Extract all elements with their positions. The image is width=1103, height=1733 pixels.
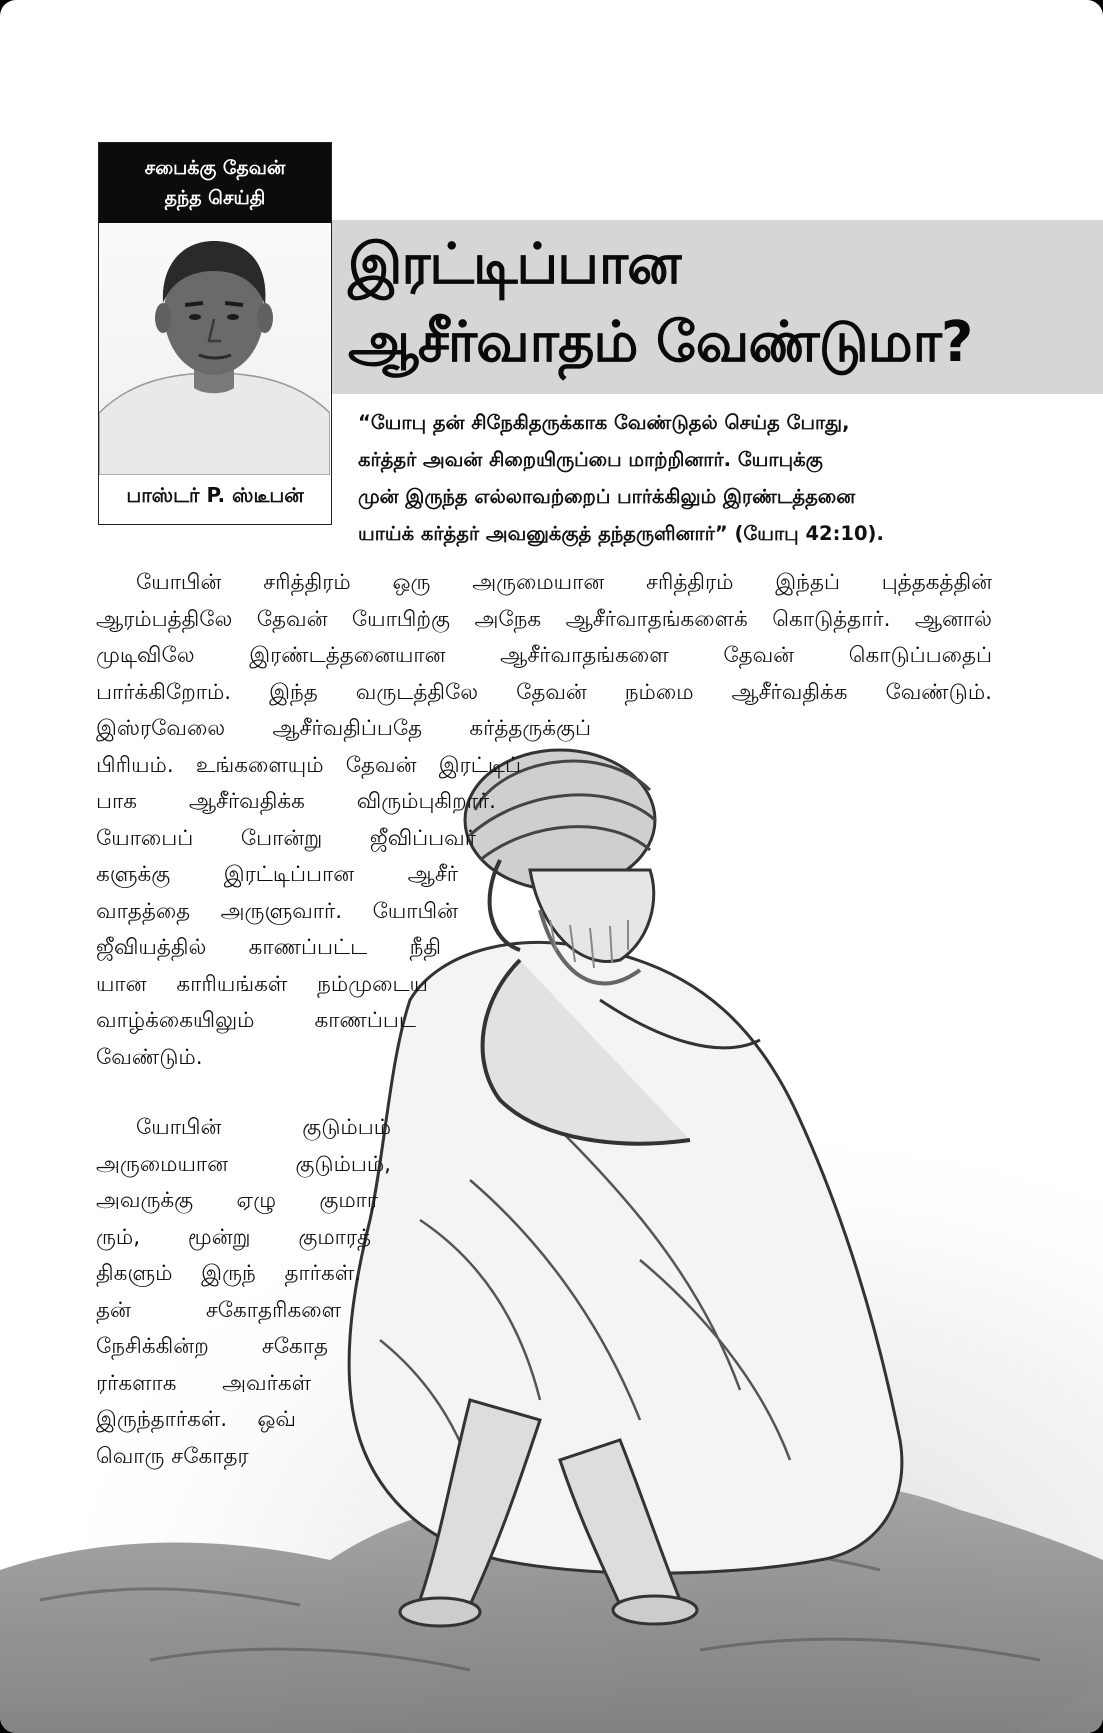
body-line: களுக்கு இரட்டிப்பான ஆசீர் xyxy=(96,862,458,887)
verse-line: யாய்க் கர்த்தர் அவனுக்குத் தந்தருளினார்” (யோபு 42:10). xyxy=(358,522,884,545)
verse-line: முன் இருந்த எல்லாவற்றைப் பார்க்கிலும் இரண்டத்தனை xyxy=(358,485,856,508)
body-line: யான காரியங்கள் நம்முடைய xyxy=(96,971,428,997)
body-line: யோபின் சரித்திரம் ஒரு அருமையான சரித்திரம் இந்தப் புத்தகத்தின் xyxy=(136,570,992,595)
author-name: பாஸ்டர் P. ஸ்டீபன் xyxy=(126,483,304,507)
body-line: தன் சகோதரிகளை xyxy=(96,1297,341,1323)
body-line: ஜீவியத்தில் காணப்பட்ட நீதி xyxy=(96,935,441,960)
body-paragraph-1 xyxy=(96,565,992,711)
body-line: யோபின் குடும்பம் xyxy=(136,1115,391,1140)
verse-line: “யோபு தன் சிநேகிதருக்காக வேண்டுதல் செய்த போது, xyxy=(358,411,850,434)
body-line: வொரு சகோதர xyxy=(96,1443,249,1469)
body-line: வேண்டும். xyxy=(96,1044,203,1070)
body-paragraph-1-column xyxy=(96,711,591,1076)
title-line-2: ஆசீர்வாதம் வேண்டுமா? xyxy=(348,310,973,375)
author-header-line1: சபைக்கு தேவன் xyxy=(144,157,286,179)
body-line: இஸ்ரவேலை ஆசீர்வதிப்பதே கர்த்தருக்குப் xyxy=(96,716,591,741)
body-line: இருந்தார்கள். ஒவ் xyxy=(96,1407,296,1432)
author-header xyxy=(99,143,331,223)
title-line-1: இரட்டிப்பான xyxy=(348,232,681,297)
body-line: பாக ஆசீர்வதிக்க விரும்புகிறார். xyxy=(96,789,496,814)
body-line: வாழ்க்கையிலும் காணப்பட xyxy=(96,1008,416,1033)
verse-quote xyxy=(358,404,998,552)
body-line: ஆரம்பத்திலே தேவன் யோபிற்கு அநேக ஆசீர்வாதங்களைக் கொடுத்தார். ஆனால் xyxy=(96,606,992,632)
author-header-line2: தந்த செய்தி xyxy=(164,187,266,209)
body-line: அவருக்கு ஏழு குமார xyxy=(96,1188,378,1213)
body-line: பிரியம். உங்களையும் தேவன் இரட்டிப் xyxy=(96,752,521,778)
body-line: ரும், மூன்று குமாரத் xyxy=(96,1224,371,1250)
author-photo xyxy=(99,223,330,475)
body-line: நேசிக்கின்ற சகோத xyxy=(96,1334,328,1359)
author-portrait-image xyxy=(99,223,330,475)
body-line: திகளும் இருந் தார்கள். xyxy=(96,1261,361,1286)
body-paragraph-2 xyxy=(96,1110,391,1475)
author-box xyxy=(98,142,332,525)
body-line: முடிவிலே இரண்டத்தனையான ஆசீர்வாதங்களை தேவன் கொடுப்பதைப் xyxy=(96,643,992,668)
title-banner xyxy=(332,220,1103,394)
verse-line: கர்த்தர் அவன் சிறையிருப்பை மாற்றினார். யோபுக்கு xyxy=(358,448,823,471)
body-line: வாதத்தை அருளுவார். யோபின் xyxy=(96,898,458,924)
body-line: அருமையான குடும்பம், xyxy=(96,1151,391,1177)
body-line: பார்க்கிறோம். இந்த வருடத்திலே தேவன் நம்மை ஆசீர்வதிக்க வேண்டும். xyxy=(96,679,992,705)
body-line: ரர்களாக அவர்கள் xyxy=(96,1370,311,1396)
body-line: யோபைப் போன்று ஜீவிப்பவர் xyxy=(96,825,476,851)
